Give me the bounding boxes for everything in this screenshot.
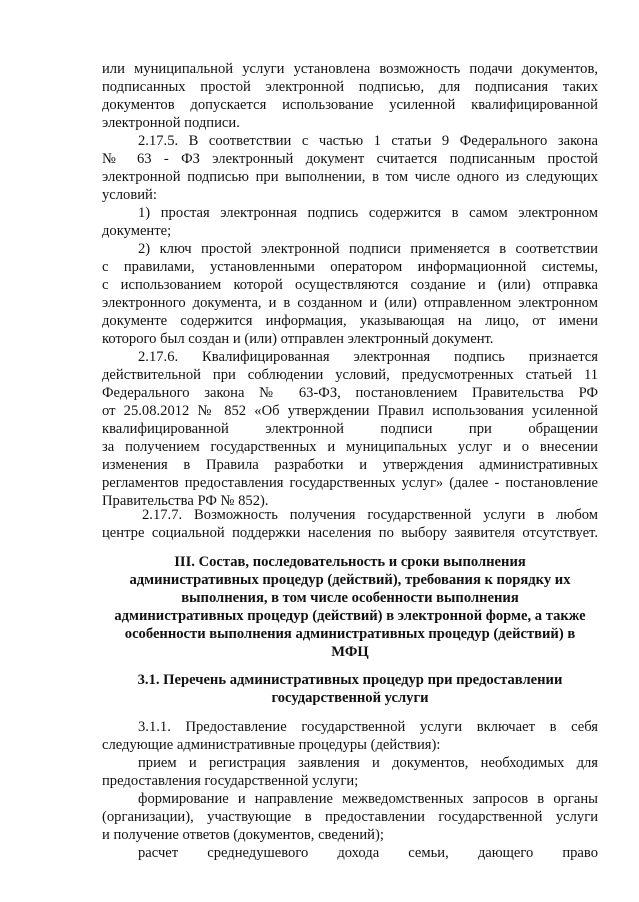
body-text-line: от 25.08.2012 № 852 «Об утверждении Правил использования усиленной bbox=[102, 403, 598, 419]
section-heading-line: особенности выполнения административных процедур (действий) в bbox=[124, 626, 576, 642]
body-text-line: с правилами, установленными оператором информационной системы, bbox=[102, 259, 598, 275]
body-text-line: квалифицированной электронной подписи при обращении bbox=[102, 421, 598, 437]
section-heading-line: административных процедур (действий) в электронной форме, а также bbox=[114, 608, 586, 624]
body-text-line: условий: bbox=[102, 187, 157, 203]
body-text-line: (организации), участвующие в предоставлении государственной услуги bbox=[102, 809, 598, 825]
body-text-line: за получением государственных и муниципальных услуг и о внесении bbox=[102, 439, 598, 455]
body-text-line: которого был создан и (или) отправлен электронный документ. bbox=[102, 331, 494, 347]
subsection-heading-line: 3.1. Перечень административных процедур при предоставлении bbox=[137, 672, 563, 688]
section-heading-line: административных процедур (действий), требования к порядку их bbox=[129, 572, 571, 588]
body-text-line: действительной при соблюдении условий, предусмотренных статьей 11 bbox=[102, 367, 598, 383]
body-text-line: с использованием которой осуществляются создание и (или) отправка bbox=[102, 277, 598, 293]
list-item-1: 1) простая электронная подпись содержится в самом электронном bbox=[138, 205, 598, 221]
procedure-item: прием и регистрация заявления и документов, необходимых для bbox=[138, 755, 598, 771]
section-heading-line: III. Состав, последовательность и сроки выполнения bbox=[174, 554, 526, 570]
body-text-line: следующие административные процедуры (действия): bbox=[102, 737, 441, 753]
body-text-line: предоставления государственной услуги; bbox=[102, 773, 359, 789]
paragraph-2-17-5: 2.17.5. В соответствии с частью 1 статьи 9 Федерального закона bbox=[138, 133, 598, 149]
body-text-line: Правительства РФ № 852). bbox=[102, 493, 269, 509]
body-text-line: документе; bbox=[102, 223, 172, 239]
body-text-line: электронной подписи. bbox=[102, 115, 240, 131]
body-text-line: документе содержится информация, указывающая на лицо, от имени bbox=[102, 313, 598, 329]
body-text-line: электронного документа, и в созданном и (или) отправленном электронном bbox=[102, 295, 598, 311]
paragraph-2-17-6: 2.17.6. Квалифицированная электронная подпись признается bbox=[138, 349, 598, 365]
body-text-line: электронной подписью при выполнении, в том числе одного из следующих bbox=[102, 169, 598, 185]
body-text-line: или муниципальной услуги установлена возможность подачи документов, bbox=[102, 61, 598, 77]
procedure-item: формирование и направление межведомственных запросов в органы bbox=[138, 791, 598, 807]
body-text-line: № 63 - ФЗ электронный документ считается подписанным простой bbox=[102, 151, 598, 167]
body-text-line: изменения в Правила разработки и утверждения административных bbox=[102, 457, 598, 473]
paragraph-3-1-1: 3.1.1. Предоставление государственной услуги включает в себя bbox=[138, 719, 598, 735]
body-text-line: центре социальной поддержки населения по выбору заявителя отсутствует. bbox=[102, 525, 598, 541]
body-text-line: и получение ответов (документов, сведений); bbox=[102, 827, 384, 843]
list-item-2: 2) ключ простой электронной подписи применяется в соответствии bbox=[138, 241, 598, 257]
body-text-line: документов допускается использование усиленной квалифицированной bbox=[102, 97, 598, 113]
section-heading-line: МФЦ bbox=[331, 644, 369, 660]
body-text-line: подписанных простой электронной подписью, для подписания таких bbox=[102, 79, 598, 95]
section-heading-line: выполнения, в том числе особенности выполнения bbox=[181, 590, 519, 606]
body-text-line: Федерального закона № 63-ФЗ, постановлением Правительства РФ bbox=[102, 385, 598, 401]
body-text-line: регламентов предоставления государственных услуг» (далее - постановление bbox=[102, 475, 598, 491]
procedure-item: расчет среднедушевого дохода семьи, дающего право bbox=[138, 845, 598, 861]
subsection-heading-line: государственной услуги bbox=[271, 690, 429, 706]
paragraph-2-17-7: 2.17.7. Возможность получения государственной услуги в любом bbox=[142, 507, 598, 523]
